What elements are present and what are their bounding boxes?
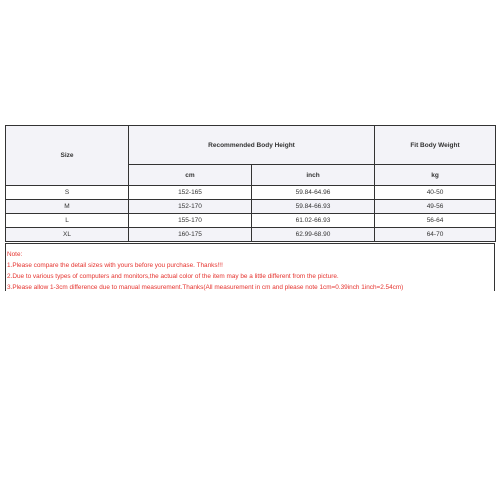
- note-line-3: 3.Please allow 1-3cm difference due to manual measurement.Thanks(All measurement in cm and please note 1cm=0.39inch 1inch=2.54cm): [7, 284, 404, 291]
- kg-unit-header: kg: [375, 165, 496, 186]
- size-cell: L: [6, 214, 129, 228]
- height-inch-cell: 59.84-66.93: [252, 200, 375, 214]
- size-column-header: Size: [6, 126, 129, 186]
- weight-kg-cell: 40-50: [375, 186, 496, 200]
- table-row: [6, 186, 496, 200]
- inch-unit-header: inch: [252, 165, 375, 186]
- table-row: [6, 214, 496, 228]
- size-cell: M: [6, 200, 129, 214]
- note-line-1: 1.Please compare the detail sizes with yours before you purchase. Thanks!!!: [7, 262, 223, 269]
- height-cm-cell: 152-165: [129, 186, 252, 200]
- recommended-body-height-header: Recommended Body Height: [129, 126, 375, 165]
- notes-box: [5, 243, 495, 291]
- notes-title: Note:: [7, 251, 23, 258]
- size-chart-table: [5, 125, 496, 242]
- size-cell: XL: [6, 228, 129, 242]
- height-cm-cell: 152-170: [129, 200, 252, 214]
- table-row: [6, 200, 496, 214]
- weight-kg-cell: 56-64: [375, 214, 496, 228]
- height-inch-cell: 62.99-68.90: [252, 228, 375, 242]
- height-cm-cell: 160-175: [129, 228, 252, 242]
- cm-unit-header: cm: [129, 165, 252, 186]
- height-cm-cell: 155-170: [129, 214, 252, 228]
- height-inch-cell: 59.84-64.96: [252, 186, 375, 200]
- weight-kg-cell: 49-56: [375, 200, 496, 214]
- table-row: [6, 228, 496, 242]
- size-cell: S: [6, 186, 129, 200]
- note-line-2: 2.Due to various types of computers and monitors,the actual color of the item may be a little different from the picture.: [7, 273, 339, 280]
- height-inch-cell: 61.02-66.93: [252, 214, 375, 228]
- fit-body-weight-header: Fit Body Weight: [375, 126, 496, 165]
- table-header-row: [6, 126, 496, 165]
- weight-kg-cell: 64-70: [375, 228, 496, 242]
